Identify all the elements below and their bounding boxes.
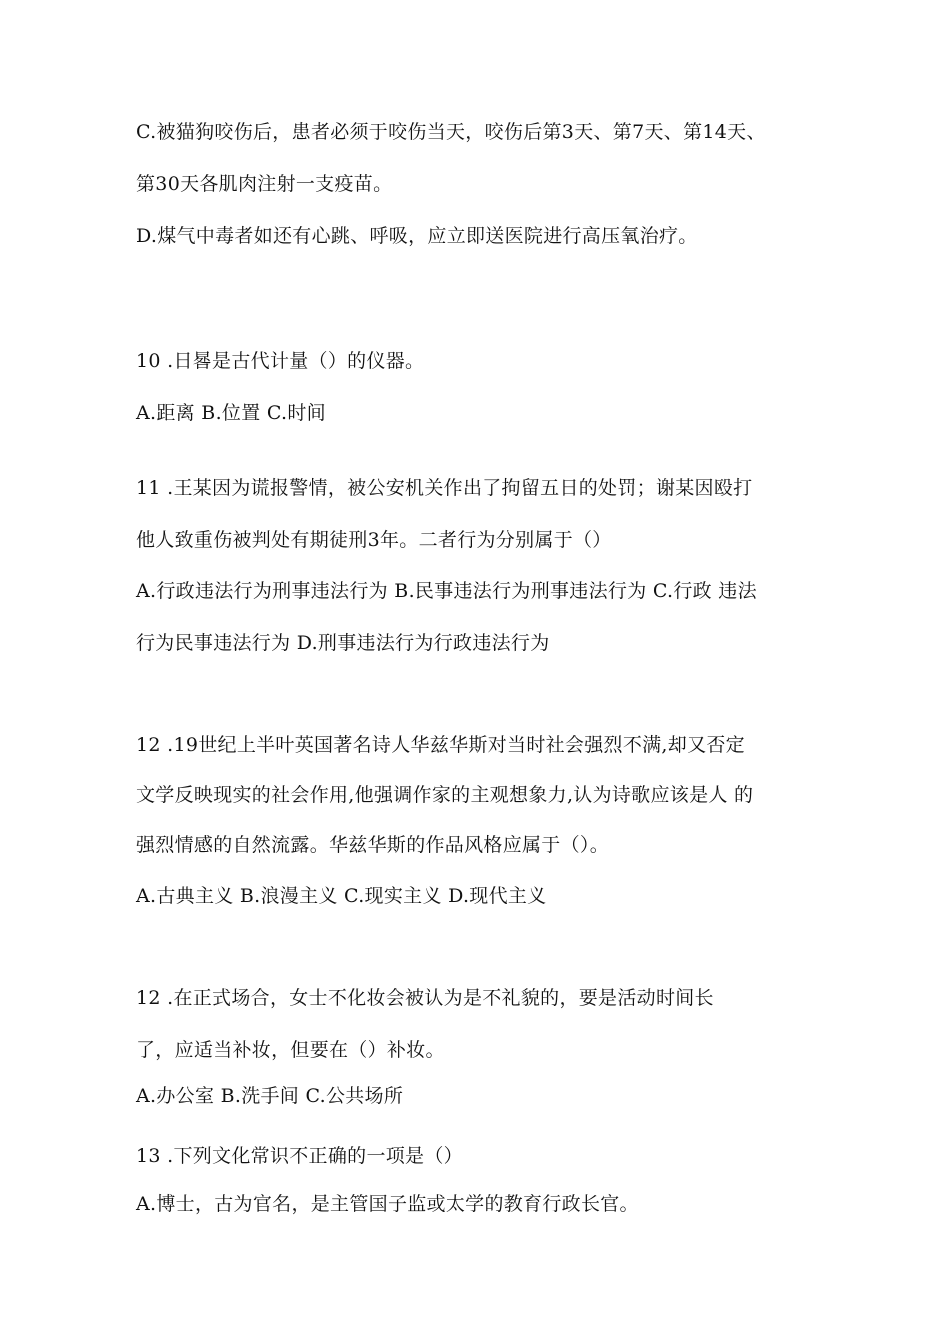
question-13: 13 .下列文化常识不正确的一项是（）	[136, 1145, 463, 1167]
question-10-options: A.距离 B.位置 C.时间	[136, 402, 326, 424]
question-11-options-line-2: 行为民事违法行为 D.刑事违法行为行政违法行为	[136, 632, 550, 654]
question-13-option-a: A.博士，古为官名，是主管国子监或太学的教育行政长官。	[136, 1193, 639, 1215]
option-c-line-2: 第30天各肌肉注射一支疫苗。	[136, 173, 393, 195]
question-11-options-line-1: A.行政违法行为刑事违法行为 B.民事违法行为刑事违法行为 C.行政 违法	[136, 580, 757, 602]
question-11-line-2: 他人致重伤被判处有期徒刑3年。二者行为分别属于（）	[136, 529, 612, 551]
question-12a-line-3: 强烈情感的自然流露。华兹华斯的作品风格应属于（）。	[136, 834, 610, 856]
question-12b-options: A.办公室 B.洗手间 C.公共场所	[136, 1085, 404, 1107]
question-12a-line-2: 文学反映现实的社会作用,他强调作家的主观想象力,认为诗歌应该是人 的	[136, 784, 754, 806]
question-12b-line-2: 了，应适当补妆，但要在（）补妆。	[136, 1039, 445, 1061]
question-11-line-1: 11 .王某因为谎报警情，被公安机关作出了拘留五日的处罚；谢某因殴打	[136, 477, 753, 499]
question-12a-options: A.古典主义 B.浪漫主义 C.现实主义 D.现代主义	[136, 885, 547, 907]
question-12a-line-1: 12 .19世纪上半叶英国著名诗人华兹华斯对当时社会强烈不满,却又否定	[136, 734, 745, 756]
question-10: 10 .日晷是古代计量（）的仪器。	[136, 350, 425, 372]
option-c-line-1: C.被猫狗咬伤后，患者必须于咬伤当天，咬伤后第3天、第7天、第14天、	[136, 121, 766, 143]
option-d-line: D.煤气中毒者如还有心跳、呼吸，应立即送医院进行高压氧治疗。	[136, 225, 698, 247]
question-12b-line-1: 12 .在正式场合，女士不化妆会被认为是不礼貌的，要是活动时间长	[136, 987, 714, 1009]
